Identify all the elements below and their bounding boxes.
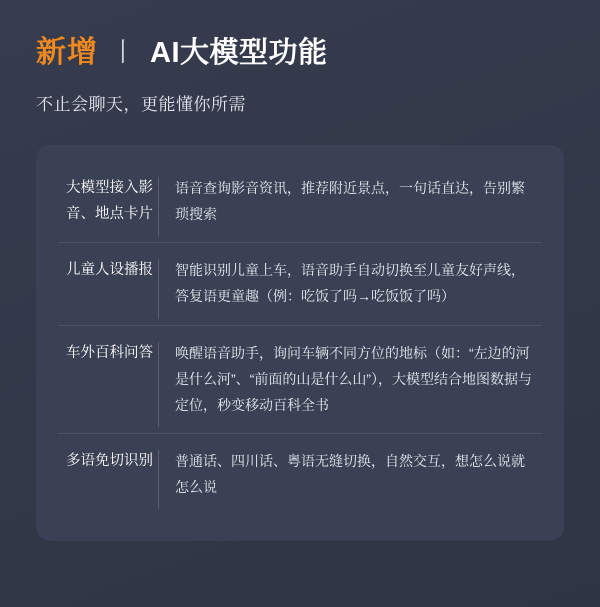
page-header: [36, 38, 564, 68]
feature-description: 智能识别儿童上车，语音助手自动切换至儿童友好声线，答复语更童趣（例：吃饭了吗→吃饭饭了吗）: [175, 262, 525, 305]
row-divider: [158, 177, 159, 236]
feature-description: 语音查询影音资讯，推荐附近景点，一句话直达，告别繁琐搜索: [175, 180, 525, 222]
row-divider: [158, 342, 159, 427]
feature-row: [58, 242, 542, 324]
feature-label: 儿童人设播报: [66, 262, 153, 279]
header-accent-text: 新增: [36, 36, 98, 69]
page-title: AI大模型功能: [150, 36, 328, 69]
feature-row: [58, 433, 542, 515]
feature-label: 多语免切识别: [66, 452, 153, 469]
feature-row: [58, 171, 542, 242]
feature-description: 普通话、四川话、粤语无缝切换，自然交互，想怎么说就怎么说: [175, 452, 525, 495]
header-divider: 丨: [110, 37, 137, 67]
page-subtitle: 不止会聊天，更能懂你所需: [36, 95, 246, 114]
feature-description: 唤醒语音助手，询问车辆不同方位的地标（如：“左边的河是什么河”、“前面的山是什么山”），大模型结合地图数据与定位，秒变移动百科全书: [175, 344, 532, 413]
feature-row: [58, 325, 542, 433]
row-divider: [158, 450, 159, 509]
feature-label: 车外百科问答: [66, 344, 153, 361]
feature-label: 大模型接入影音、地点卡片: [66, 180, 153, 222]
row-divider: [158, 259, 159, 318]
feature-card: [36, 145, 564, 541]
